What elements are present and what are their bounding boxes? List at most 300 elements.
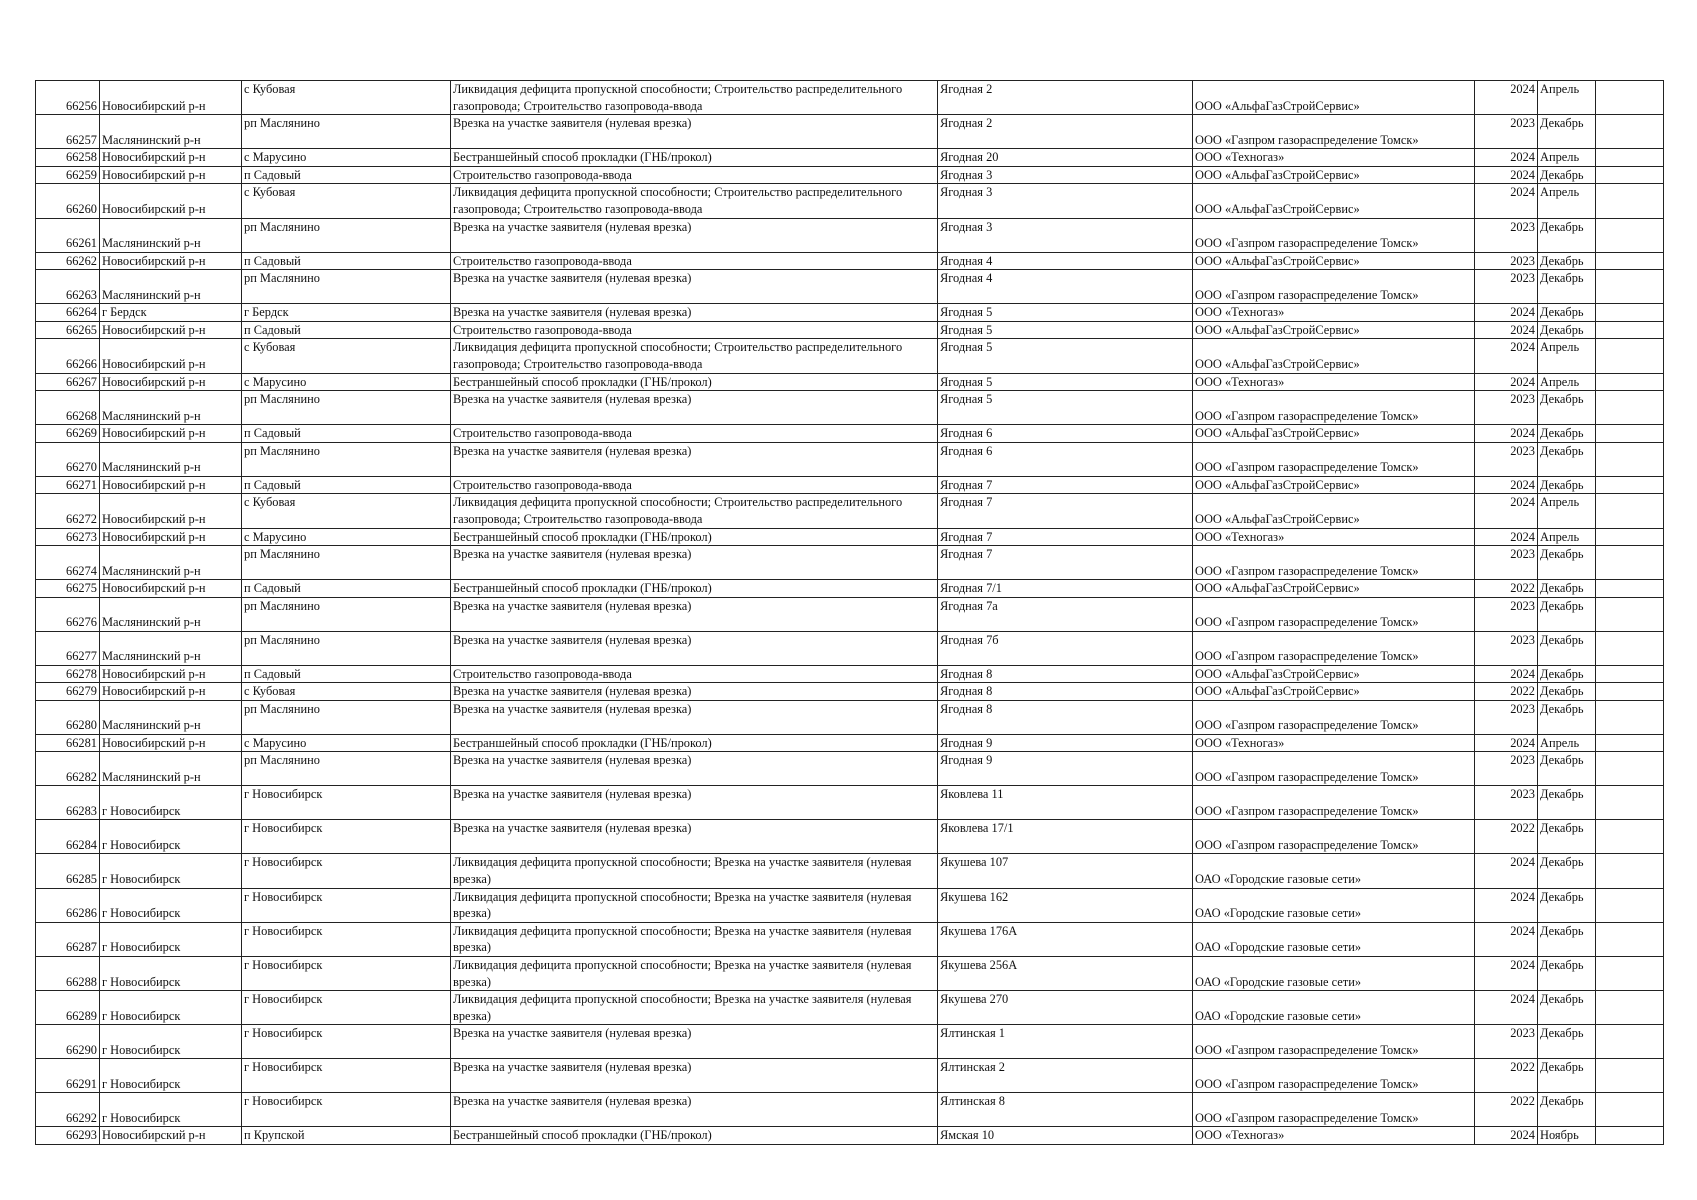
year-cell: 2023 (1475, 270, 1538, 304)
row-id-cell: 66280 (36, 700, 100, 734)
settlement-cell: рп Маслянино (242, 270, 451, 304)
organization-cell: ООО «Газпром газораспределение Томск» (1193, 820, 1475, 854)
district-cell: Маслянинский р-н (100, 270, 242, 304)
work-type-cell: Ликвидация дефицита пропускной способности; Строительство распределительного газопровода; Строительство газопровода-ввода (451, 184, 938, 218)
work-type-cell: Бестраншейный способ прокладки (ГНБ/прокол) (451, 373, 938, 391)
year-cell: 2024 (1475, 149, 1538, 167)
month-cell: Апрель (1538, 81, 1596, 115)
settlement-cell: рп Маслянино (242, 631, 451, 665)
month-cell: Декабрь (1538, 854, 1596, 888)
organization-cell: ОАО «Городские газовые сети» (1193, 888, 1475, 922)
work-type-cell: Врезка на участке заявителя (нулевая врезка) (451, 546, 938, 580)
row-id-cell: 66266 (36, 339, 100, 373)
settlement-cell: рп Маслянино (242, 218, 451, 252)
district-cell: Новосибирский р-н (100, 1127, 242, 1145)
table-row (36, 494, 1664, 528)
settlement-cell: с Кубовая (242, 683, 451, 701)
settlement-cell: рп Маслянино (242, 752, 451, 786)
address-cell: Ягодная 3 (938, 166, 1193, 184)
organization-cell: ООО «Техногаз» (1193, 373, 1475, 391)
address-cell: Ягодная 2 (938, 81, 1193, 115)
month-cell: Декабрь (1538, 631, 1596, 665)
year-cell: 2023 (1475, 597, 1538, 631)
settlement-cell: г Новосибирск (242, 786, 451, 820)
table-row (36, 1025, 1664, 1059)
year-cell: 2023 (1475, 786, 1538, 820)
settlement-cell: г Новосибирск (242, 1093, 451, 1127)
month-cell: Декабрь (1538, 580, 1596, 598)
year-cell: 2022 (1475, 1059, 1538, 1093)
district-cell: Новосибирский р-н (100, 252, 242, 270)
table-row (36, 184, 1664, 218)
organization-cell: ООО «Техногаз» (1193, 734, 1475, 752)
district-cell: Маслянинский р-н (100, 218, 242, 252)
settlement-cell: рп Маслянино (242, 391, 451, 425)
district-cell: г Новосибирск (100, 991, 242, 1025)
district-cell: Новосибирский р-н (100, 425, 242, 443)
work-type-cell: Ликвидация дефицита пропускной способности; Врезка на участке заявителя (нулевая врезка) (451, 922, 938, 956)
empty-cell (1596, 425, 1664, 443)
work-type-cell: Бестраншейный способ прокладки (ГНБ/прокол) (451, 528, 938, 546)
address-cell: Ягодная 7 (938, 494, 1193, 528)
empty-cell (1596, 546, 1664, 580)
district-cell: Новосибирский р-н (100, 81, 242, 115)
work-type-cell: Ликвидация дефицита пропускной способности; Врезка на участке заявителя (нулевая врезка) (451, 957, 938, 991)
row-id-cell: 66274 (36, 546, 100, 580)
organization-cell: ООО «Газпром газораспределение Томск» (1193, 631, 1475, 665)
work-type-cell: Врезка на участке заявителя (нулевая врезка) (451, 1093, 938, 1127)
row-id-cell: 66289 (36, 991, 100, 1025)
month-cell: Декабрь (1538, 218, 1596, 252)
district-cell: Маслянинский р-н (100, 597, 242, 631)
settlement-cell: п Садовый (242, 166, 451, 184)
row-id-cell: 66281 (36, 734, 100, 752)
row-id-cell: 66269 (36, 425, 100, 443)
month-cell: Декабрь (1538, 786, 1596, 820)
table-row (36, 270, 1664, 304)
organization-cell: ООО «АльфаГазСтройСервис» (1193, 425, 1475, 443)
table-row (36, 442, 1664, 476)
year-cell: 2023 (1475, 442, 1538, 476)
empty-cell (1596, 339, 1664, 373)
month-cell: Декабрь (1538, 752, 1596, 786)
month-cell: Апрель (1538, 373, 1596, 391)
table-row (36, 425, 1664, 443)
empty-cell (1596, 922, 1664, 956)
settlement-cell: п Садовый (242, 665, 451, 683)
work-type-cell: Врезка на участке заявителя (нулевая врезка) (451, 1025, 938, 1059)
month-cell: Декабрь (1538, 888, 1596, 922)
address-cell: Ягодная 6 (938, 425, 1193, 443)
table-row (36, 665, 1664, 683)
settlement-cell: г Бердск (242, 304, 451, 322)
table-row (36, 752, 1664, 786)
year-cell: 2024 (1475, 304, 1538, 322)
organization-cell: ООО «АльфаГазСтройСервис» (1193, 321, 1475, 339)
settlement-cell: рп Маслянино (242, 597, 451, 631)
empty-cell (1596, 631, 1664, 665)
month-cell: Ноябрь (1538, 1127, 1596, 1145)
district-cell: Новосибирский р-н (100, 580, 242, 598)
table-row (36, 546, 1664, 580)
district-cell: г Новосибирск (100, 854, 242, 888)
month-cell: Декабрь (1538, 252, 1596, 270)
month-cell: Декабрь (1538, 476, 1596, 494)
organization-cell: ООО «АльфаГазСтройСервис» (1193, 494, 1475, 528)
empty-cell (1596, 218, 1664, 252)
row-id-cell: 66273 (36, 528, 100, 546)
month-cell: Декабрь (1538, 1025, 1596, 1059)
organization-cell: ООО «Газпром газораспределение Томск» (1193, 218, 1475, 252)
address-cell: Ягодная 6 (938, 442, 1193, 476)
empty-cell (1596, 820, 1664, 854)
table-body (36, 81, 1664, 1145)
year-cell: 2024 (1475, 957, 1538, 991)
row-id-cell: 66272 (36, 494, 100, 528)
work-type-cell: Врезка на участке заявителя (нулевая врезка) (451, 752, 938, 786)
empty-cell (1596, 752, 1664, 786)
month-cell: Декабрь (1538, 597, 1596, 631)
address-cell: Ягодная 5 (938, 391, 1193, 425)
organization-cell: ООО «Техногаз» (1193, 1127, 1475, 1145)
organization-cell: ООО «АльфаГазСтройСервис» (1193, 184, 1475, 218)
address-cell: Якушева 162 (938, 888, 1193, 922)
address-cell: Ялтинская 2 (938, 1059, 1193, 1093)
row-id-cell: 66257 (36, 115, 100, 149)
district-cell: г Новосибирск (100, 1093, 242, 1127)
empty-cell (1596, 580, 1664, 598)
work-type-cell: Врезка на участке заявителя (нулевая врезка) (451, 115, 938, 149)
address-cell: Ягодная 3 (938, 218, 1193, 252)
district-cell: Маслянинский р-н (100, 752, 242, 786)
district-cell: Новосибирский р-н (100, 494, 242, 528)
district-cell: Новосибирский р-н (100, 184, 242, 218)
address-cell: Ягодная 8 (938, 665, 1193, 683)
row-id-cell: 66284 (36, 820, 100, 854)
address-cell: Ягодная 7 (938, 528, 1193, 546)
work-type-cell: Врезка на участке заявителя (нулевая врезка) (451, 1059, 938, 1093)
year-cell: 2022 (1475, 1093, 1538, 1127)
address-cell: Ягодная 5 (938, 373, 1193, 391)
month-cell: Декабрь (1538, 1059, 1596, 1093)
row-id-cell: 66263 (36, 270, 100, 304)
row-id-cell: 66268 (36, 391, 100, 425)
month-cell: Декабрь (1538, 957, 1596, 991)
row-id-cell: 66292 (36, 1093, 100, 1127)
row-id-cell: 66285 (36, 854, 100, 888)
empty-cell (1596, 270, 1664, 304)
settlement-cell: г Новосибирск (242, 922, 451, 956)
row-id-cell: 66261 (36, 218, 100, 252)
address-cell: Якушева 270 (938, 991, 1193, 1025)
empty-cell (1596, 391, 1664, 425)
row-id-cell: 66293 (36, 1127, 100, 1145)
table-row (36, 888, 1664, 922)
month-cell: Декабрь (1538, 442, 1596, 476)
row-id-cell: 66277 (36, 631, 100, 665)
table-row (36, 700, 1664, 734)
organization-cell: ООО «АльфаГазСтройСервис» (1193, 81, 1475, 115)
year-cell: 2023 (1475, 752, 1538, 786)
address-cell: Ягодная 8 (938, 683, 1193, 701)
organization-cell: ООО «Газпром газораспределение Томск» (1193, 270, 1475, 304)
district-cell: г Новосибирск (100, 922, 242, 956)
district-cell: Новосибирский р-н (100, 149, 242, 167)
empty-cell (1596, 683, 1664, 701)
address-cell: Ягодная 4 (938, 270, 1193, 304)
address-cell: Ягодная 5 (938, 339, 1193, 373)
address-cell: Ягодная 5 (938, 321, 1193, 339)
month-cell: Декабрь (1538, 304, 1596, 322)
district-cell: Маслянинский р-н (100, 700, 242, 734)
year-cell: 2024 (1475, 476, 1538, 494)
row-id-cell: 66282 (36, 752, 100, 786)
row-id-cell: 66276 (36, 597, 100, 631)
row-id-cell: 66265 (36, 321, 100, 339)
work-type-cell: Врезка на участке заявителя (нулевая врезка) (451, 304, 938, 322)
work-type-cell: Строительство газопровода-ввода (451, 166, 938, 184)
row-id-cell: 66283 (36, 786, 100, 820)
year-cell: 2022 (1475, 580, 1538, 598)
table-row (36, 149, 1664, 167)
settlement-cell: с Марусино (242, 373, 451, 391)
district-cell: г Бердск (100, 304, 242, 322)
row-id-cell: 66270 (36, 442, 100, 476)
empty-cell (1596, 528, 1664, 546)
table-row (36, 631, 1664, 665)
year-cell: 2024 (1475, 339, 1538, 373)
year-cell: 2024 (1475, 665, 1538, 683)
organization-cell: ООО «Техногаз» (1193, 304, 1475, 322)
year-cell: 2023 (1475, 391, 1538, 425)
year-cell: 2023 (1475, 218, 1538, 252)
year-cell: 2024 (1475, 922, 1538, 956)
organization-cell: ООО «Газпром газораспределение Томск» (1193, 786, 1475, 820)
month-cell: Апрель (1538, 339, 1596, 373)
table-row (36, 580, 1664, 598)
month-cell: Апрель (1538, 494, 1596, 528)
work-type-cell: Ликвидация дефицита пропускной способности; Строительство распределительного газопровода; Строительство газопровода-ввода (451, 494, 938, 528)
organization-cell: ООО «АльфаГазСтройСервис» (1193, 476, 1475, 494)
work-type-cell: Ликвидация дефицита пропускной способности; Врезка на участке заявителя (нулевая врезка) (451, 991, 938, 1025)
work-type-cell: Врезка на участке заявителя (нулевая врезка) (451, 683, 938, 701)
table-row (36, 528, 1664, 546)
organization-cell: ОАО «Городские газовые сети» (1193, 991, 1475, 1025)
settlement-cell: рп Маслянино (242, 442, 451, 476)
year-cell: 2022 (1475, 683, 1538, 701)
organization-cell: ООО «Газпром газораспределение Томск» (1193, 1093, 1475, 1127)
table-row (36, 820, 1664, 854)
empty-cell (1596, 1093, 1664, 1127)
year-cell: 2024 (1475, 734, 1538, 752)
address-cell: Ягодная 20 (938, 149, 1193, 167)
work-type-cell: Бестраншейный способ прокладки (ГНБ/прокол) (451, 580, 938, 598)
organization-cell: ОАО «Городские газовые сети» (1193, 957, 1475, 991)
row-id-cell: 66256 (36, 81, 100, 115)
work-type-cell: Врезка на участке заявителя (нулевая врезка) (451, 218, 938, 252)
district-cell: Маслянинский р-н (100, 391, 242, 425)
empty-cell (1596, 854, 1664, 888)
row-id-cell: 66291 (36, 1059, 100, 1093)
address-cell: Ялтинская 1 (938, 1025, 1193, 1059)
address-cell: Ягодная 5 (938, 304, 1193, 322)
month-cell: Декабрь (1538, 665, 1596, 683)
district-cell: Новосибирский р-н (100, 665, 242, 683)
year-cell: 2024 (1475, 888, 1538, 922)
address-cell: Ягодная 7б (938, 631, 1193, 665)
address-cell: Ялтинская 8 (938, 1093, 1193, 1127)
empty-cell (1596, 115, 1664, 149)
district-cell: г Новосибирск (100, 957, 242, 991)
work-type-cell: Ликвидация дефицита пропускной способности; Врезка на участке заявителя (нулевая врезка) (451, 888, 938, 922)
row-id-cell: 66271 (36, 476, 100, 494)
address-cell: Ягодная 7а (938, 597, 1193, 631)
district-cell: г Новосибирск (100, 820, 242, 854)
district-cell: Новосибирский р-н (100, 476, 242, 494)
month-cell: Декабрь (1538, 683, 1596, 701)
table-row (36, 1059, 1664, 1093)
address-cell: Ягодная 7 (938, 476, 1193, 494)
month-cell: Декабрь (1538, 166, 1596, 184)
month-cell: Декабрь (1538, 321, 1596, 339)
settlement-cell: с Марусино (242, 149, 451, 167)
settlement-cell: рп Маслянино (242, 700, 451, 734)
work-type-cell: Врезка на участке заявителя (нулевая врезка) (451, 597, 938, 631)
table-row (36, 391, 1664, 425)
settlement-cell: г Новосибирск (242, 1059, 451, 1093)
work-type-cell: Врезка на участке заявителя (нулевая врезка) (451, 391, 938, 425)
district-cell: Новосибирский р-н (100, 373, 242, 391)
organization-cell: ООО «Газпром газораспределение Томск» (1193, 1025, 1475, 1059)
organization-cell: ОАО «Городские газовые сети» (1193, 854, 1475, 888)
settlement-cell: г Новосибирск (242, 957, 451, 991)
organization-cell: ООО «Техногаз» (1193, 528, 1475, 546)
month-cell: Декабрь (1538, 1093, 1596, 1127)
empty-cell (1596, 991, 1664, 1025)
settlement-cell: п Крупской (242, 1127, 451, 1145)
month-cell: Декабрь (1538, 425, 1596, 443)
district-cell: Новосибирский р-н (100, 528, 242, 546)
year-cell: 2023 (1475, 700, 1538, 734)
row-id-cell: 66262 (36, 252, 100, 270)
settlement-cell: с Кубовая (242, 339, 451, 373)
row-id-cell: 66287 (36, 922, 100, 956)
organization-cell: ООО «АльфаГазСтройСервис» (1193, 665, 1475, 683)
row-id-cell: 66260 (36, 184, 100, 218)
settlement-cell: г Новосибирск (242, 991, 451, 1025)
address-cell: Яковлева 17/1 (938, 820, 1193, 854)
table-row (36, 1127, 1664, 1145)
work-type-cell: Ликвидация дефицита пропускной способности; Строительство распределительного газопровода; Строительство газопровода-ввода (451, 339, 938, 373)
year-cell: 2024 (1475, 321, 1538, 339)
settlement-cell: п Садовый (242, 580, 451, 598)
address-cell: Якушева 107 (938, 854, 1193, 888)
address-cell: Ягодная 8 (938, 700, 1193, 734)
address-cell: Якушева 176А (938, 922, 1193, 956)
settlement-cell: п Садовый (242, 252, 451, 270)
address-cell: Ягодная 9 (938, 752, 1193, 786)
year-cell: 2024 (1475, 854, 1538, 888)
empty-cell (1596, 1127, 1664, 1145)
work-type-cell: Врезка на участке заявителя (нулевая врезка) (451, 820, 938, 854)
table-row (36, 81, 1664, 115)
empty-cell (1596, 252, 1664, 270)
district-cell: Маслянинский р-н (100, 631, 242, 665)
empty-cell (1596, 888, 1664, 922)
empty-cell (1596, 321, 1664, 339)
month-cell: Декабрь (1538, 991, 1596, 1025)
year-cell: 2024 (1475, 991, 1538, 1025)
district-cell: Новосибирский р-н (100, 339, 242, 373)
organization-cell: ООО «Газпром газораспределение Томск» (1193, 597, 1475, 631)
row-id-cell: 66258 (36, 149, 100, 167)
address-cell: Ягодная 7/1 (938, 580, 1193, 598)
year-cell: 2024 (1475, 184, 1538, 218)
year-cell: 2024 (1475, 528, 1538, 546)
table-row (36, 957, 1664, 991)
empty-cell (1596, 166, 1664, 184)
table-row (36, 597, 1664, 631)
work-type-cell: Врезка на участке заявителя (нулевая врезка) (451, 631, 938, 665)
district-cell: Новосибирский р-н (100, 321, 242, 339)
district-cell: Маслянинский р-н (100, 442, 242, 476)
row-id-cell: 66259 (36, 166, 100, 184)
empty-cell (1596, 149, 1664, 167)
year-cell: 2024 (1475, 166, 1538, 184)
month-cell: Декабрь (1538, 115, 1596, 149)
address-cell: Ягодная 9 (938, 734, 1193, 752)
empty-cell (1596, 665, 1664, 683)
work-type-cell: Ликвидация дефицита пропускной способности; Строительство распределительного газопровода; Строительство газопровода-ввода (451, 81, 938, 115)
table-row (36, 922, 1664, 956)
organization-cell: ООО «Газпром газораспределение Томск» (1193, 752, 1475, 786)
district-cell: Новосибирский р-н (100, 734, 242, 752)
settlement-cell: п Садовый (242, 476, 451, 494)
month-cell: Декабрь (1538, 922, 1596, 956)
district-cell: Новосибирский р-н (100, 683, 242, 701)
month-cell: Апрель (1538, 528, 1596, 546)
organization-cell: ООО «Газпром газораспределение Томск» (1193, 700, 1475, 734)
empty-cell (1596, 700, 1664, 734)
settlement-cell: г Новосибирск (242, 854, 451, 888)
row-id-cell: 66264 (36, 304, 100, 322)
year-cell: 2023 (1475, 546, 1538, 580)
organization-cell: ООО «АльфаГазСтройСервис» (1193, 252, 1475, 270)
row-id-cell: 66279 (36, 683, 100, 701)
district-cell: Новосибирский р-н (100, 166, 242, 184)
district-cell: г Новосибирск (100, 1059, 242, 1093)
month-cell: Декабрь (1538, 270, 1596, 304)
organization-cell: ООО «АльфаГазСтройСервис» (1193, 580, 1475, 598)
organization-cell: ООО «Газпром газораспределение Томск» (1193, 442, 1475, 476)
empty-cell (1596, 442, 1664, 476)
organization-cell: ООО «Газпром газораспределение Томск» (1193, 115, 1475, 149)
table-row (36, 339, 1664, 373)
work-type-cell: Ликвидация дефицита пропускной способности; Врезка на участке заявителя (нулевая врезка) (451, 854, 938, 888)
month-cell: Декабрь (1538, 700, 1596, 734)
work-type-cell: Врезка на участке заявителя (нулевая врезка) (451, 700, 938, 734)
empty-cell (1596, 734, 1664, 752)
work-type-cell: Врезка на участке заявителя (нулевая врезка) (451, 786, 938, 820)
empty-cell (1596, 1059, 1664, 1093)
work-type-cell: Строительство газопровода-ввода (451, 252, 938, 270)
organization-cell: ООО «Газпром газораспределение Томск» (1193, 1059, 1475, 1093)
settlement-cell: рп Маслянино (242, 546, 451, 580)
year-cell: 2023 (1475, 252, 1538, 270)
empty-cell (1596, 476, 1664, 494)
month-cell: Апрель (1538, 149, 1596, 167)
district-cell: Маслянинский р-н (100, 546, 242, 580)
